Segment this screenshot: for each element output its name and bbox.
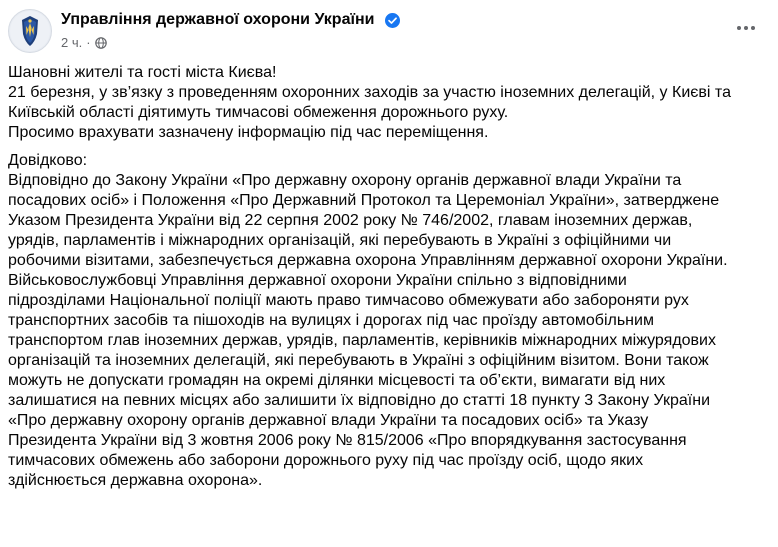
paragraph-gap: [8, 143, 776, 151]
globe-icon[interactable]: [95, 37, 107, 49]
post-timestamp[interactable]: 2 ч.: [61, 35, 83, 50]
meta-separator: ·: [86, 35, 91, 50]
post-text-line: підрозділами Національної поліції мають право тимчасово обмежувати або забороняти рух: [8, 292, 689, 309]
post-text-line: урядів, парламентів і міжнародних організацій, які перебувають в Україні з офіційними чи: [8, 232, 672, 249]
post-text-line: робочими візитами, забезпечується державна охорона Управлінням державної охорони України.: [8, 252, 728, 269]
post-header: [0, 0, 778, 60]
post-text-line: здійснюється державна охорона».: [8, 472, 263, 489]
page-name[interactable]: Управління державної охорони України: [61, 11, 375, 28]
post-text-line: «Про державну охорону органів державної влади України та посадових осіб» та Указу: [8, 412, 649, 429]
post-body: [8, 63, 776, 491]
verified-badge-icon: [385, 13, 400, 28]
post-text-line: Відповідно до Закону України «Про державну охорону органів державної влади України та: [8, 172, 682, 189]
more-options-button[interactable]: [730, 14, 762, 42]
post-text-line: можуть не допускати громадян на окремі ділянки місцевості та об’єкти, вимагати від них: [8, 372, 666, 389]
post-text-line: Просимо врахувати зазначену інформацію під час переміщення.: [8, 124, 489, 141]
post-text-line: Довідково:: [8, 152, 88, 169]
post-text-line: посадових осіб» і Положення «Про Державний Протокол та Церемоніал України», затверджене: [8, 192, 720, 209]
ukraine-state-guard-emblem-icon: [9, 10, 51, 52]
post-text-line: Київській області діятимуть тимчасові обмеження дорожнього руху.: [8, 104, 509, 121]
post-text-line: залишатися на певних місцях або залишити їх відповідно до статті 18 пункту 3 Закону України: [8, 392, 710, 409]
post-text-line: Шановні жителі та гості міста Києва!: [8, 64, 277, 81]
more-dots-icon: [736, 25, 756, 31]
post-meta: [61, 35, 107, 51]
post-text-line: Військовослужбовці Управління державної охорони України спільно з відповідними: [8, 272, 627, 289]
post-text-line: Указом Президента України від 22 серпня 2002 року № 746/2002, главам іноземних держав,: [8, 212, 693, 229]
post-text-line: тимчасових обмежень або заборони дорожнього руху під час проїзду осіб, щодо яких: [8, 452, 644, 469]
page-avatar[interactable]: [8, 9, 52, 53]
post-text-line: 21 березня, у зв’язку з проведенням охоронних заходів за участю іноземних делегацій, у Києві та: [8, 84, 731, 101]
post-text-line: Президента України від 3 жовтня 2006 року № 815/2006 «Про впорядкування застосування: [8, 432, 687, 449]
post-text-line: організацій та іноземних делегацій, які перебувають в Україні з офіційним візитом. Вони також: [8, 352, 709, 369]
post-text-line: транспортом глав іноземних держав, урядів, парламентів, керівників міжнародних міжурядових: [8, 332, 716, 349]
post-text-line: транспортних засобів та пішоходів на вулицях і дорогах під час проїзду автомобільним: [8, 312, 654, 329]
